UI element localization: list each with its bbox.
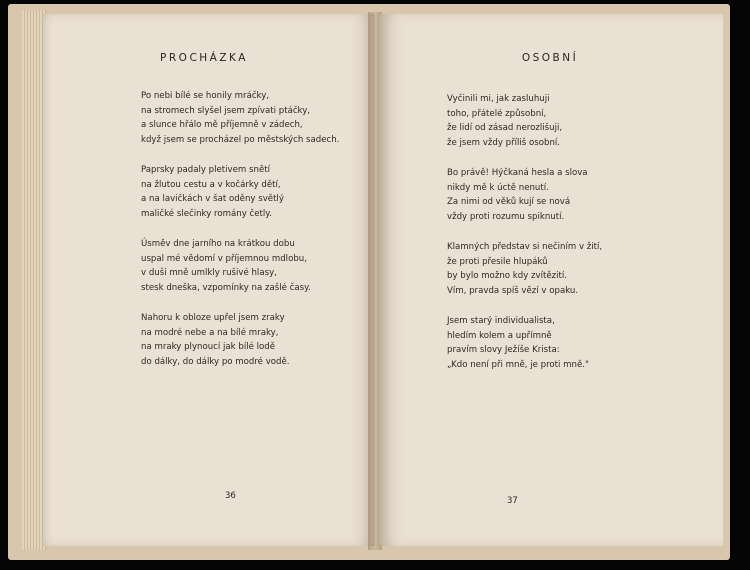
verse-line: že lidí od zásad nerozlišuji, bbox=[447, 123, 563, 134]
verse-line: maličké slečinky romány četly. bbox=[141, 208, 272, 219]
poem-title-prochazka: PROCHÁZKA bbox=[160, 52, 248, 64]
verse-line: toho, přátelé způsobní, bbox=[447, 108, 547, 119]
verse-line: Bo právě! Hýčkaná hesla a slova bbox=[447, 167, 588, 178]
page-number-right: 37 bbox=[507, 496, 518, 506]
verse-line: hledím kolem a upřímně bbox=[447, 330, 552, 341]
stanza bbox=[141, 311, 339, 369]
verse-line: uspal mé vědomí v příjemnou mdlobu, bbox=[141, 253, 307, 264]
page-number-left: 36 bbox=[225, 491, 236, 501]
verse-line: Za nimi od věků kují se nová bbox=[447, 197, 571, 208]
verse-line: že jsem vždy příliš osobní. bbox=[447, 137, 561, 148]
left-page bbox=[43, 14, 375, 546]
verse-line: Vyčinili mi, jak zasluhuji bbox=[447, 94, 550, 104]
open-book bbox=[8, 4, 730, 560]
verse-line: vždy proti rozumu spiknutí. bbox=[447, 211, 565, 222]
verse-line: když jsem se procházel po městských sadech. bbox=[141, 134, 340, 145]
verse-line: Klamných představ si nečiním v žití, bbox=[447, 241, 603, 252]
stanza bbox=[141, 237, 339, 295]
verse-line: Paprsky padaly pletivem snětí bbox=[141, 164, 270, 175]
verse-line: na modré nebe a na bílé mraky, bbox=[141, 327, 279, 338]
verse-line: stesk dneška, vzpomínky na zašlé časy. bbox=[141, 282, 311, 293]
verse-line: Po nebi bílé se honily mráčky, bbox=[141, 91, 270, 101]
verse-line: do dálky, do dálky po modré vodě. bbox=[141, 356, 290, 367]
stanza bbox=[447, 166, 602, 224]
verse-line: na stromech slyšel jsem zpívati ptáčky, bbox=[141, 105, 311, 116]
verse-line: na mraky plynoucí jak bílé lodě bbox=[141, 342, 276, 353]
right-page bbox=[377, 14, 723, 546]
verse-line: pravím slovy Ježíše Krista: bbox=[447, 345, 560, 356]
verse-line: a slunce hřálo mě příjemně v zádech, bbox=[141, 120, 303, 131]
verse-line: že proti přesile hlupáků bbox=[447, 256, 548, 267]
poem-title-osobni: OSOBNÍ bbox=[521, 52, 579, 64]
stanza bbox=[447, 92, 602, 150]
verse-line: „Kdo není při mně, je proti mně." bbox=[447, 359, 589, 370]
verse-line: Nahoru k obloze upřel jsem zraky bbox=[141, 312, 285, 323]
stanza bbox=[447, 240, 602, 298]
verse-line: na žlutou cestu a v kočárky dětí, bbox=[141, 179, 281, 190]
poem-prochazka bbox=[141, 89, 339, 385]
verse-line: nikdy mě k úctě nenutí. bbox=[447, 182, 549, 193]
stanza bbox=[141, 163, 339, 221]
verse-line: v duši mně umlkly rušivé hlasy, bbox=[141, 268, 277, 279]
stanza bbox=[447, 314, 602, 372]
verse-line: Vím, pravda spíš vězí v opaku. bbox=[447, 285, 579, 296]
verse-line: Úsměv dne jarního na krátkou dobu bbox=[141, 238, 295, 249]
stanza bbox=[141, 89, 339, 147]
verse-line: Jsem starý individualista, bbox=[447, 315, 555, 326]
verse-line: by bylo možno kdy zvítězití. bbox=[447, 271, 568, 282]
verse-line: a na lavičkách v šat oděny světlý bbox=[141, 194, 284, 205]
poem-osobni bbox=[447, 92, 602, 388]
